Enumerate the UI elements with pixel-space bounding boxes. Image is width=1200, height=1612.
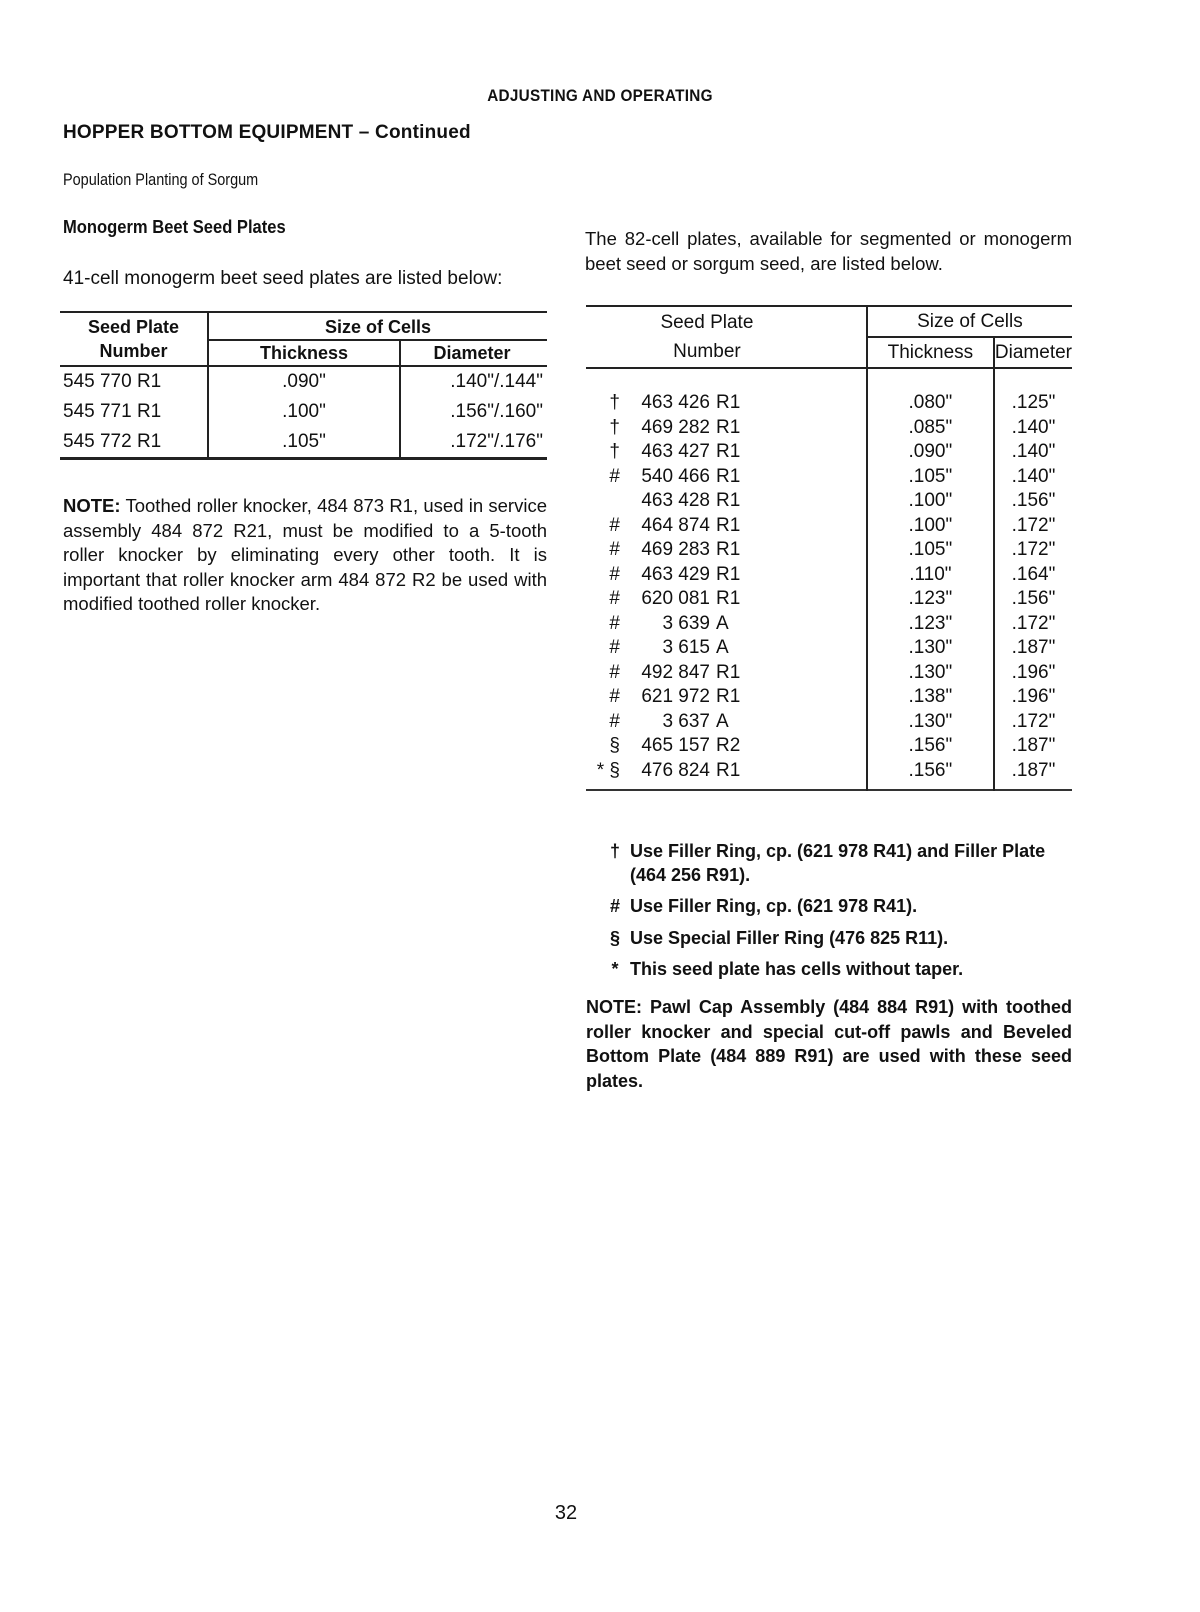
footnote-marker: #: [609, 686, 620, 707]
plate-number: 3 637: [662, 710, 710, 732]
plate-number: 620 081: [641, 588, 710, 609]
table-row: [586, 636, 1072, 661]
footnote: [600, 927, 1072, 951]
plate-number: 463 429: [641, 563, 710, 585]
plate-suffix: R1: [716, 392, 741, 413]
table-row: [586, 710, 1072, 735]
plate-suffix: R1: [716, 661, 741, 683]
table-row: [60, 366, 547, 397]
plate-number: 469 283: [641, 539, 710, 560]
seed-plate-number: [586, 661, 867, 686]
header-line1: Seed Plate: [87, 317, 180, 337]
plate-suffix: R1: [716, 686, 741, 707]
thickness-value: .105": [208, 427, 400, 459]
thickness-value: .123": [867, 587, 994, 612]
header-line2: Number: [673, 341, 741, 362]
plate-suffix: R2: [716, 735, 741, 756]
header-thickness: Thickness: [867, 337, 994, 368]
header-diameter: Diameter: [400, 340, 547, 366]
table-row: [586, 538, 1072, 563]
plate-number: 464 874: [641, 514, 710, 536]
plates-82-cell-table: [586, 305, 1072, 791]
plate-number: 3 639: [662, 612, 710, 634]
diameter-value: .140": [994, 440, 1072, 465]
thickness-value: .130": [867, 710, 994, 735]
diameter-value: .187": [994, 734, 1072, 759]
seed-plate-number: 545 770 R1: [63, 371, 162, 392]
footnote-marker: #: [609, 637, 620, 658]
plate-number: 463 427: [641, 441, 710, 462]
thickness-value: .156": [867, 759, 994, 791]
header-seed-plate-number: [60, 312, 208, 366]
footnote-symbol: †: [609, 841, 620, 861]
footnote-marker: §: [609, 735, 620, 756]
diameter-value: .172": [994, 538, 1072, 563]
footnote: [600, 895, 1072, 919]
plate-suffix: R1: [716, 563, 741, 585]
footnote-marker: #: [609, 710, 620, 732]
footnote-marker: #: [609, 539, 620, 560]
table-row: [586, 440, 1072, 465]
plate-number: 540 466: [641, 465, 710, 487]
plate-suffix: R1: [716, 514, 741, 536]
plate-suffix: R1: [716, 588, 741, 609]
right-note: NOTE: Pawl Cap Assembly (484 884 R91) with toothed roller knocker and special cut-off pawls and Beveled Bottom Plate (484 889 R91) are used with these seed plates.: [586, 997, 1072, 1091]
thickness-value: .138": [867, 685, 994, 710]
diameter-value: .156": [994, 489, 1072, 514]
diameter-value: .172": [994, 514, 1072, 539]
thickness-value: .090": [867, 440, 994, 465]
left-intro: 41-cell monogerm beet seed plates are listed below:: [63, 268, 503, 289]
subheading-main: HOPPER BOTTOM EQUIPMENT: [63, 122, 354, 143]
seed-plate-number: [586, 465, 867, 490]
seed-plate-number: [586, 368, 867, 416]
header-size-of-cells: Size of Cells: [208, 312, 547, 340]
thickness-value: .123": [867, 612, 994, 637]
seed-plate-number: [586, 759, 867, 791]
diameter-value: .125": [994, 368, 1072, 416]
plate-number: 3 615: [662, 637, 710, 658]
thickness-value: .085": [867, 416, 994, 441]
footnote-marker: #: [609, 661, 620, 683]
plate-suffix: R1: [716, 465, 741, 487]
thickness-value: .100": [867, 514, 994, 539]
seed-plate-number: [586, 440, 867, 465]
table-row: [586, 416, 1072, 441]
footnote-text: Use Special Filler Ring (476 825 R11).: [630, 927, 949, 948]
plate-suffix: R1: [716, 441, 741, 462]
plate-number: 465 157: [641, 735, 710, 756]
plate-suffix: R1: [716, 490, 741, 511]
table-row: [586, 587, 1072, 612]
thickness-value: .090": [208, 366, 400, 397]
plate-suffix: R1: [716, 539, 741, 560]
header-seed-plate-number: [586, 306, 867, 368]
plate-number: 463 426: [641, 392, 710, 413]
right-intro: The 82-cell plates, available for segmented or monogerm beet seed or sorgum seed, are listed below.: [585, 228, 1072, 274]
seed-plate-number: [586, 636, 867, 661]
seed-plate-number: [586, 734, 867, 759]
footnote: [600, 958, 1072, 982]
thickness-value: .156": [867, 734, 994, 759]
plate-suffix: R1: [716, 416, 741, 438]
seed-plate-number: [586, 563, 867, 588]
plate-suffix: A: [716, 710, 729, 732]
table-row: [586, 661, 1072, 686]
diameter-value: .140": [994, 465, 1072, 490]
plate-suffix: R1: [716, 759, 741, 781]
plate-number: 463 428: [641, 490, 710, 511]
seed-plate-number: [586, 710, 867, 735]
footnote-text: Use Filler Ring, cp. (621 978 R41).: [630, 896, 918, 916]
footnote-marker: #: [609, 563, 620, 585]
thickness-value: .100": [867, 489, 994, 514]
diameter-value: .172": [994, 710, 1072, 735]
left-note: [63, 494, 547, 617]
seed-plate-number: [586, 685, 867, 710]
diameter-value: .156"/.160": [400, 397, 547, 427]
footnote-marker: †: [609, 441, 620, 462]
plate-suffix: A: [716, 637, 729, 658]
thickness-value: .110": [867, 563, 994, 588]
header-line2: Number: [99, 341, 168, 361]
table-row: [586, 759, 1072, 791]
header-size-of-cells: Size of Cells: [867, 306, 1072, 337]
table-row: [586, 612, 1072, 637]
table-row: [586, 514, 1072, 539]
subheading: [63, 122, 471, 144]
diameter-value: .187": [994, 636, 1072, 661]
diameter-value: .187": [994, 759, 1072, 791]
seed-plate-number: 545 771 R1: [63, 401, 162, 422]
thickness-value: .080": [867, 368, 994, 416]
thickness-value: .105": [867, 538, 994, 563]
footnote-marker: †: [609, 416, 620, 438]
footnote-text: Use Filler Ring, cp. (621 978 R41) and Filler Plate (464 256 R91).: [630, 841, 1046, 885]
header-diameter: Diameter: [994, 337, 1072, 368]
table-row: [586, 734, 1072, 759]
plate-number: 476 824: [641, 759, 710, 781]
plate-number: 469 282: [641, 416, 710, 438]
table-row: [60, 397, 547, 427]
footnote-marker: #: [609, 588, 620, 609]
small-heading: Population Planting of Sorgum: [63, 170, 259, 189]
footnotes: [600, 840, 1072, 990]
seed-plate-number: [586, 612, 867, 637]
diameter-value: .140"/.144": [400, 366, 547, 397]
table-row: [586, 563, 1072, 588]
diameter-value: .156": [994, 587, 1072, 612]
footnote-symbol: §: [609, 927, 620, 948]
footnote: [600, 840, 1072, 887]
seed-plate-number: [586, 514, 867, 539]
left-block-title: Monogerm Beet Seed Plates: [63, 217, 286, 237]
page-number: 32: [554, 1502, 578, 1524]
diameter-value: .172"/.176": [400, 427, 547, 459]
subheading-suffix: – Continued: [353, 122, 471, 143]
footnote-text: This seed plate has cells without taper.: [630, 959, 964, 979]
monogerm-41-cell-table: [60, 311, 547, 460]
table-row: [60, 427, 547, 459]
footnote-marker: #: [609, 612, 620, 634]
diameter-value: .172": [994, 612, 1072, 637]
footnote-symbol: *: [611, 959, 619, 979]
footnote-marker: †: [609, 392, 620, 413]
table-row: [586, 465, 1072, 490]
plate-number: 492 847: [641, 661, 710, 683]
thickness-value: .100": [208, 397, 400, 427]
section-header: ADJUSTING AND OPERATING: [487, 86, 713, 105]
diameter-value: .196": [994, 661, 1072, 686]
footnote-marker: * §: [596, 759, 620, 781]
header-thickness: Thickness: [208, 340, 400, 366]
table-row: [586, 685, 1072, 710]
left-table-body: [60, 366, 547, 459]
thickness-value: .130": [867, 636, 994, 661]
table-row: [586, 368, 1072, 416]
diameter-value: .140": [994, 416, 1072, 441]
seed-plate-number: [586, 538, 867, 563]
footnote-symbol: #: [609, 896, 620, 916]
plate-number: 621 972: [641, 686, 710, 707]
seed-plate-number: 545 772 R1: [63, 431, 162, 452]
right-table-body: [586, 368, 1072, 790]
seed-plate-number: [586, 587, 867, 612]
header-line1: Seed Plate: [660, 312, 754, 333]
footnote-marker: #: [609, 465, 620, 487]
thickness-value: .130": [867, 661, 994, 686]
seed-plate-number: [586, 489, 867, 514]
footnote-marker: #: [609, 514, 620, 536]
diameter-value: .196": [994, 685, 1072, 710]
note-label: NOTE:: [63, 495, 121, 516]
thickness-value: .105": [867, 465, 994, 490]
note-text: Toothed roller knocker, 484 873 R1, used in service assembly 484 872 R21, must be modified to a 5-tooth roller knocker by eliminating every other tooth. It is important that roller knocker arm 484 872 R2 be used with modified toothed roller knocker.: [63, 495, 547, 614]
seed-plate-number: [586, 416, 867, 441]
plate-suffix: A: [716, 612, 729, 634]
diameter-value: .164": [994, 563, 1072, 588]
table-row: [586, 489, 1072, 514]
